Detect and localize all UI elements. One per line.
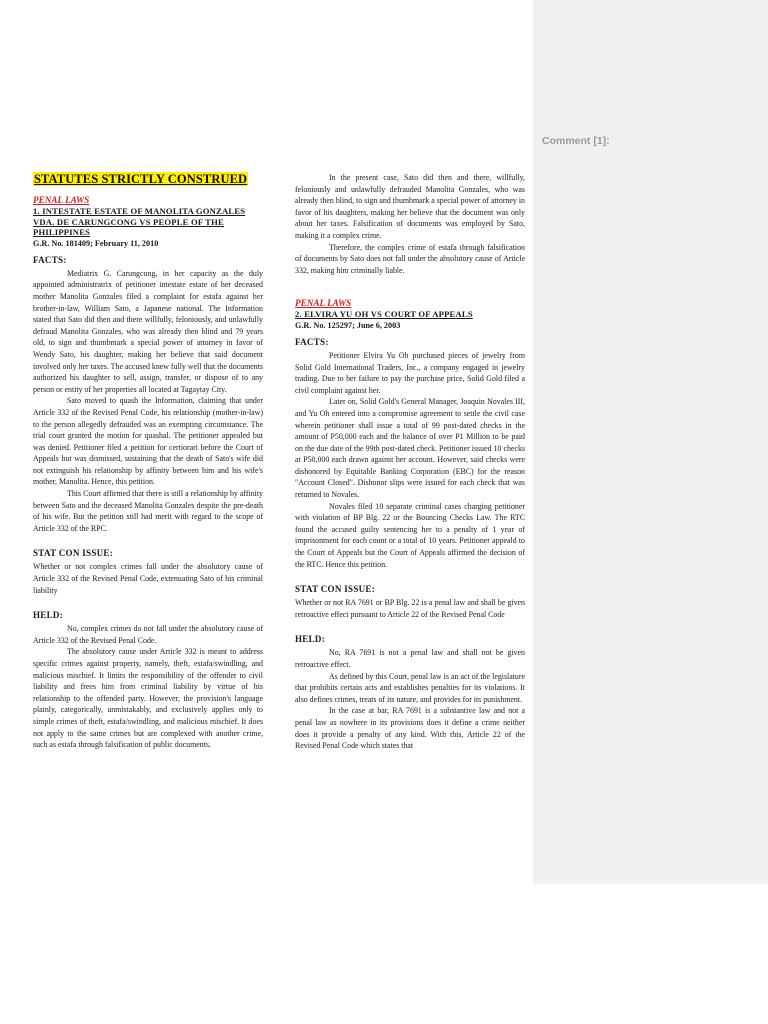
case2-held-paragraph: No, RA 7691 is not a penal law and shall not be given retroactive effect.: [295, 648, 525, 669]
case2-issue-text: Whether or not RA 7691 or BP Blg. 22 is a penal law and shall be given retroactive effect pursuant to Article 22 of the Revised Penal Code: [295, 598, 525, 619]
case1-facts-paragraph: Mediatrix G. Carungcong, in her capacity as the duly appointed administratrix of petitioner intestate estate of her deceased mother Manolita Gonzales filed a complaint for estafa against her brother-in-law, William Sato, a Japanese national. The Information stated that Sato did then and there willfully, feloniously, and unlawfully defraud Manolita Gonzales, who was already then blind and 79 years old, to sign and thumbmark a special power of attorney in favor of Wendy Sato, his daughter, making her believe that said document involved only her taxes. The accused knew fully well that the documents authorized his daughter to sell, assign, transfer, or dispose of to any person or entity of her properties all located at Tagaytay City.: [33, 268, 263, 394]
case1-held-paragraph: No, complex crimes do not fall under the absolutory cause of Article 332 of the Revised Penal Code.: [33, 624, 263, 645]
document-title: STATUTES STRICTLY CONSTRUED: [34, 172, 248, 186]
case1-issue-text: Whether or not complex crimes fall under the absolutory cause of Article 332 of the Revised Penal Code, extenuating Sato of his criminal liability: [33, 562, 263, 595]
case2-title: 2. ELVIRA YU OH VS COURT OF APPEALS: [295, 309, 473, 320]
case2-held-heading: HELD:: [295, 634, 326, 645]
case1-held-continued: Therefore, the complex crime of estafa through falsification of documents by Sato does not fall under the absolutory cause of Article 332, making him criminally liable.: [295, 242, 525, 275]
case2-held-paragraph: In the case at bar, RA 7691 is a substantive law and not a penal law as nowhere in its provisions does it define a crime neither does it provide a penalty of any kind. With this, Article 22 of the Revised Penal Code which states that: [295, 706, 525, 751]
case2-facts-paragraph: Novales filed 10 separate criminal cases charging petitioner with violation of BP Blg. 22 or the Bouncing Checks Law. The RTC found the accused guilty sentencing her to a penalty of 1 year of imprisonment for each count or a total of 10 years. Petitioner appeald to the Court of Appeals but the Court of Appeals affirmed the decision of the RTC. Hence this petition.: [295, 501, 525, 569]
case1-held-paragraph: The absolutory cause under Article 332 is meant to address specific crimes against property, namely, theft, estafa/swindling, and malicious mischief. It limits the responsibility of the offender to civil liability and frees him from criminal liability by virtue of his relationship to the offended party. However, the provision's language plainly, categorically, unmistakably, and exclusively applies only to simple crimes of theft, estafa/swindling, and malicious mischief. It does not apply to the same crimes but are complexed with another crime, such as estafa through falsification of public documents.: [33, 647, 263, 750]
case2-held-paragraph: As defined by this Court, penal law is an act of the legislature that prohibits certain acts and establishes penalties for its violations. It also defines crimes, treats of its nature, and provides for its punishment.: [295, 671, 525, 704]
case1-facts-paragraph: Sato moved to quash the Information, claiming that under Article 332 of the Revised Penal Code, his relationship (mother-in-law) to the person allegedly defrauded was an exempting circumstance. The trial court granted the motion for quashal. The petitioner appealed but was denied. Petitioner filed a petition for certiorari before the Court of Appeals but was dismissed, sustaining that the death of Sato's wife did not extinguish his relationship by affinity between him and his wife's mother, Manolita. Hence, this petition.: [33, 396, 263, 487]
case2-facts-paragraph: Petitioner Elvira Yu Oh purchased pieces of jewelry from Solid Gold International Traders, Inc., a company engaged in jewelry trading. Due to her failure to pay the purchase price, Solid Gold filed a civil complaint against her.: [295, 350, 525, 395]
case2-gr-number: G.R. No. 125297; June 6, 2003: [295, 320, 401, 330]
case2-issue-heading: STAT CON ISSUE:: [295, 584, 376, 595]
case2-category: PENAL LAWS: [295, 298, 352, 309]
case1-category: PENAL LAWS: [33, 195, 90, 205]
comment-label: Comment [1]:: [542, 135, 610, 147]
case1-facts-paragraph: This Court affirmed that there is still a relationship by affinity between Sato and the deceased Manolita Gonzales despite the pre-death of his wife. But the petition still had merit with regard to the scope of Article 332 of the RPC.: [33, 489, 263, 533]
case1-issue-heading: STAT CON ISSUE:: [33, 548, 114, 559]
case1-gr-number: G.R. No. 181409; February 11, 2010: [33, 238, 159, 248]
comments-panel: [533, 0, 768, 884]
case1-title: 1. INTESTATE ESTATE OF MANOLITA GONZALES VDA. DE CARUNGCONG VS PEOPLE OF THE PHILIPPINES: [33, 206, 246, 238]
case1-facts-heading: FACTS:: [33, 254, 67, 265]
case2-facts-heading: FACTS:: [295, 336, 329, 347]
right-column: [295, 172, 525, 752]
case2-facts-paragraph: Later on, Solid Gold's General Manager, Joaquin Novales III, and Yu Oh entered into a compromise agreement to settle the civil case wherein petitioner shall issue a total of 99 post-dated checks in the amount of P50,000 each and the balance of over P1 Million to be paid on the due date of the 99th post-dated check. Petitioner issued 10 checks at P50,000 each drawn against her account. However, said checks were dishonored by Equitable Banking Corporation (EBC) for the reason "Account Closed". Dishonor slips were issued for each check that was returned to Novales.: [295, 397, 525, 500]
case1-held-heading: HELD:: [33, 610, 64, 621]
case1-held-continued: In the present case, Sato did then and there, willfully, feloniously and unlawfully defrauded Manolita Gonzales, who was already then blind, to sign and thumbmark a special power of attorney in favor of his daughters, making her believe that the document was only about her taxes. Falsification of documents was employed by Sato, making it a complex crime.: [295, 173, 525, 240]
left-column: [33, 172, 263, 751]
